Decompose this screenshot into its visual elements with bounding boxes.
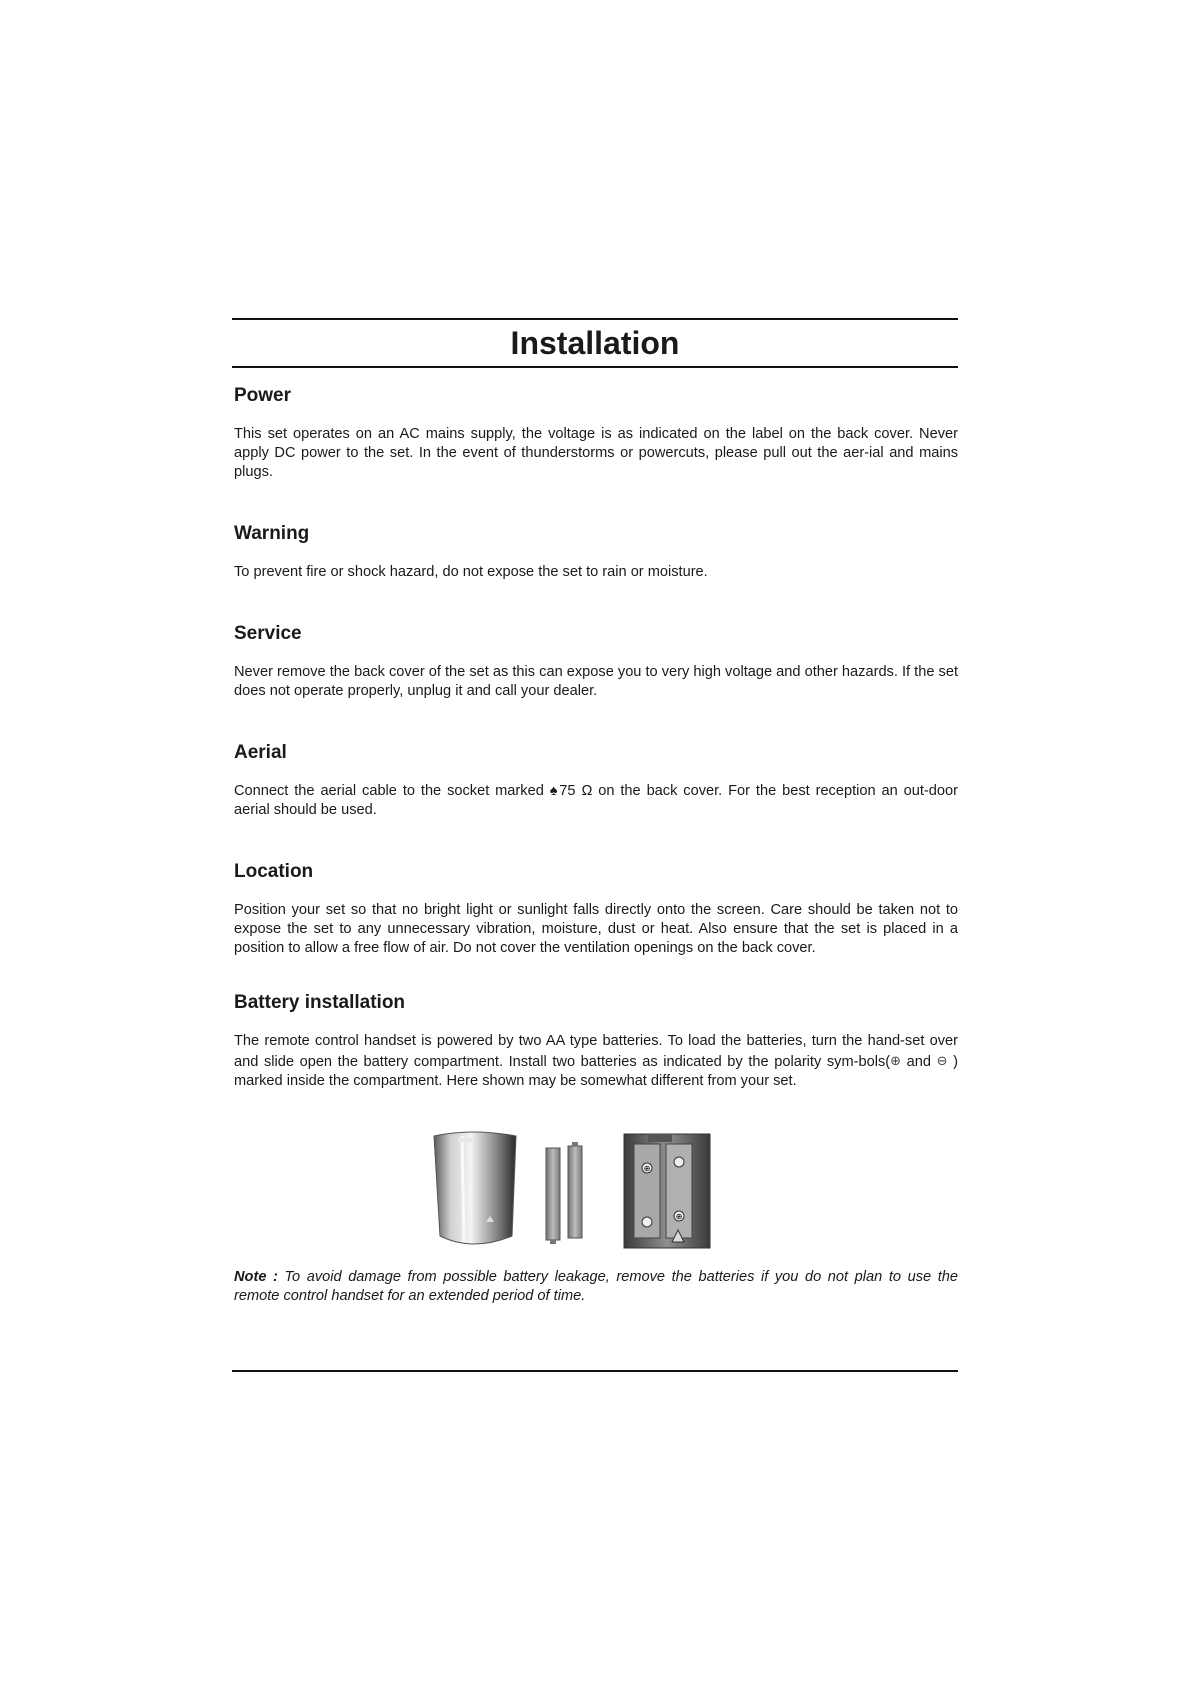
section-aerial <box>232 741 958 820</box>
section-body-service: Never remove the back cover of the set as this can expose you to very high voltage and other hazards. If the set does not operate properly, unplug it and call your dealer. <box>234 664 958 699</box>
battery-text-and: and <box>901 1054 937 1070</box>
page-title: Installation <box>510 325 680 361</box>
minus-polarity-icon: ⊖ <box>936 1053 948 1068</box>
battery-note <box>234 1268 958 1306</box>
note-label: Note : <box>234 1269 278 1285</box>
section-body-location: Position your set so that no bright light or sunlight falls directly onto the screen. Care should be taken not to expose the set to any unnecessary vibration, moisture, dust or heat. Also ensure that the set is placed in a position to allow a free flow of air. Do not cover the ventilation openings on the back cover. <box>234 902 958 956</box>
bottom-rule <box>232 1370 958 1372</box>
section-heading-aerial: Aerial <box>234 742 287 763</box>
battery-installation-figure <box>428 1130 728 1254</box>
section-heading-service: Service <box>234 623 302 644</box>
section-battery <box>232 991 958 1091</box>
section-location <box>232 860 958 958</box>
battery-pair-image <box>546 1142 582 1244</box>
section-heading-power: Power <box>234 385 292 406</box>
section-heading-battery: Battery installation <box>234 992 406 1013</box>
section-body-warning: To prevent fire or shock hazard, do not expose the set to rain or moisture. <box>234 564 708 580</box>
title-underline <box>232 366 958 368</box>
section-body-aerial: Connect the aerial cable to the socket marked ♠75 Ω on the back cover. For the best reception an out-door aerial should be used. <box>234 783 958 818</box>
page-content <box>232 318 958 1304</box>
section-service <box>232 622 958 701</box>
section-body-power: This set operates on an AC mains supply, the voltage is as indicated on the label on the back cover. Never apply DC power to the set. In the event of thunderstorms or powercuts, please pull out the aer-ial and mains plugs. <box>234 426 958 480</box>
section-heading-location: Location <box>234 861 314 882</box>
note-text: To avoid damage from possible battery leakage, remove the batteries if you do not plan to use the remote control handset for an extended period of time. <box>234 1269 958 1304</box>
section-body-battery <box>234 1032 958 1091</box>
svg-text:⊕: ⊕ <box>643 1164 651 1173</box>
battery-text-after: ) marked inside the compartment. Here shown may be somewhat different from your set. <box>234 1054 958 1089</box>
battery-compartment-image <box>624 1134 710 1248</box>
plus-polarity-icon: ⊕ <box>890 1053 902 1068</box>
battery-text-before: The remote control handset is powered by two AA type batteries. To load the batteries, turn the hand-set over and slide open the battery compartment. Install two batteries as indicated by the polarity sym-bols( <box>234 1033 958 1070</box>
section-power <box>232 384 958 482</box>
svg-text:⊕: ⊕ <box>675 1212 683 1221</box>
section-heading-warning: Warning <box>234 523 310 544</box>
section-warning <box>232 522 958 582</box>
remote-back-cover-image <box>434 1132 516 1244</box>
